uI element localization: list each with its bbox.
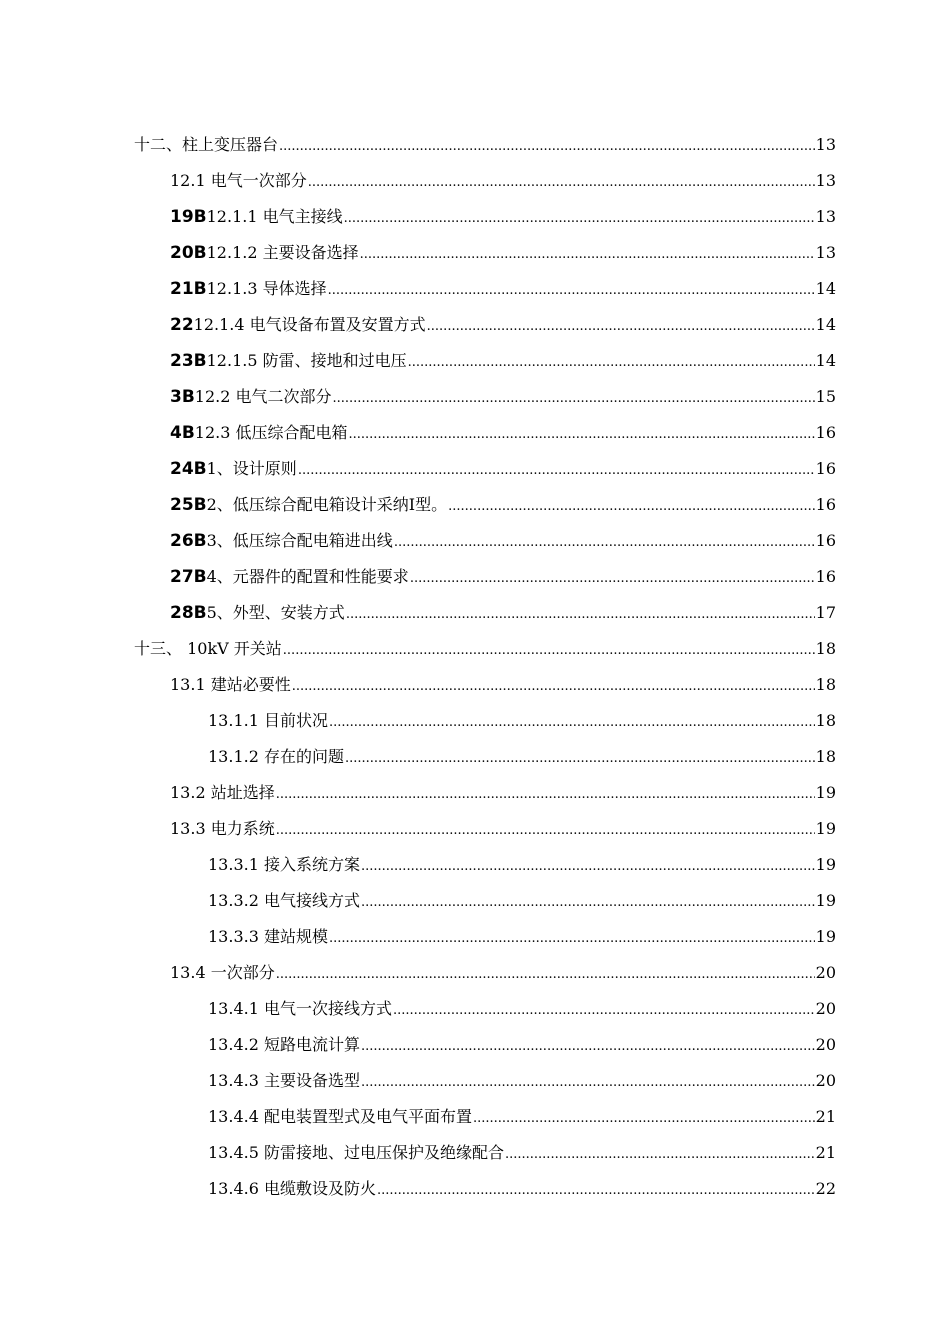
- toc-entry-label: 12.1.1 电气主接线: [206, 207, 343, 226]
- toc-entry[interactable]: [0, 955, 950, 991]
- toc-dot-leader: [276, 963, 815, 983]
- toc-entry[interactable]: [0, 703, 950, 739]
- toc-entry[interactable]: [0, 739, 950, 775]
- toc-page-number: 19: [815, 819, 836, 838]
- toc-entry[interactable]: [0, 667, 950, 703]
- toc-entry[interactable]: [0, 991, 950, 1027]
- toc-entry-label: 12.1.4 电气设备布置及安置方式: [193, 315, 426, 334]
- toc-entry-label: 12.1.3 导体选择: [206, 279, 327, 298]
- toc-entry-label: 13.3.2 电气接线方式: [208, 891, 360, 910]
- toc-dot-leader: [344, 207, 815, 227]
- toc-entry-title: [208, 927, 328, 947]
- toc-entry-label: 13.4.2 短路电流计算: [208, 1035, 360, 1054]
- toc-entry-bookmark-prefix: 26B: [170, 531, 207, 551]
- toc-entry-label: 13.4 一次部分: [170, 963, 275, 982]
- toc-page-number: 20: [815, 1071, 836, 1090]
- toc-page-number: 21: [815, 1107, 836, 1126]
- toc-entry[interactable]: [0, 559, 950, 595]
- toc-entry[interactable]: [0, 847, 950, 883]
- toc-dot-leader: [349, 423, 815, 443]
- toc-entry-label: 13.1.2 存在的问题: [208, 747, 344, 766]
- toc-entry-label: 13.3 电力系统: [170, 819, 275, 838]
- toc-entry-title: [208, 855, 360, 875]
- toc-entry-title: [170, 459, 297, 479]
- toc-entry[interactable]: [0, 919, 950, 955]
- toc-page-number: 14: [815, 351, 836, 370]
- toc-dot-leader: [377, 1179, 815, 1199]
- toc-entry[interactable]: [0, 451, 950, 487]
- toc-entry[interactable]: [0, 775, 950, 811]
- toc-entry-title: [134, 135, 278, 155]
- toc-entry[interactable]: [0, 343, 950, 379]
- toc-page-number: 18: [815, 675, 836, 694]
- toc-dot-leader: [394, 531, 815, 551]
- toc-entry[interactable]: [0, 379, 950, 415]
- toc-entry-title: [170, 675, 291, 695]
- toc-dot-leader: [292, 675, 815, 695]
- toc-page-number: 13: [815, 171, 836, 190]
- toc-dot-leader: [360, 243, 815, 263]
- toc-dot-leader: [505, 1143, 815, 1163]
- toc-page-number: 19: [815, 855, 836, 874]
- toc-entry-bookmark-prefix: 25B: [170, 495, 207, 515]
- toc-entry-label: 12.1 电气一次部分: [170, 171, 307, 190]
- toc-entry-label: 13.3.3 建站规模: [208, 927, 328, 946]
- toc-entry-label: 13.4.1 电气一次接线方式: [208, 999, 392, 1018]
- toc-entry-title: [170, 423, 348, 443]
- toc-entry-bookmark-prefix: 4B: [170, 423, 195, 443]
- toc-entry-label: 13.1 建站必要性: [170, 675, 291, 694]
- toc-entry-label: 1、设计原则: [206, 459, 297, 478]
- toc-page-number: 18: [815, 711, 836, 730]
- toc-page-number: 14: [815, 279, 836, 298]
- toc-dot-leader: [361, 1071, 815, 1091]
- toc-entry-label: 12.3 低压综合配电箱: [194, 423, 348, 442]
- toc-entry-label: 12.1.5 防雷、接地和过电压: [206, 351, 407, 370]
- toc-page-number: 22: [815, 1179, 836, 1198]
- toc-entry-title: [134, 639, 282, 659]
- toc-page-number: 20: [815, 1035, 836, 1054]
- toc-entry[interactable]: [0, 523, 950, 559]
- toc-entry-title: [208, 711, 328, 731]
- toc-entry-label: 2、低压综合配电箱设计采纳Ⅰ型。: [206, 495, 448, 514]
- toc-entry-bookmark-prefix: 24B: [170, 459, 207, 479]
- toc-dot-leader: [333, 387, 815, 407]
- toc-page-number: 19: [815, 891, 836, 910]
- toc-page-number: 19: [815, 927, 836, 946]
- toc-entry-title: [170, 567, 409, 587]
- toc-entry-title: [170, 495, 447, 515]
- toc-entry[interactable]: [0, 307, 950, 343]
- toc-entry-label: 13.2 站址选择: [170, 783, 275, 802]
- toc-entry-bookmark-prefix: 22: [170, 315, 194, 335]
- toc-entry[interactable]: [0, 631, 950, 667]
- toc-entry-title: [208, 1179, 376, 1199]
- toc-entry-label: 13.4.5 防雷接地、过电压保护及绝缘配合: [208, 1143, 504, 1162]
- toc-entry[interactable]: [0, 1171, 950, 1207]
- toc-entry[interactable]: [0, 1099, 950, 1135]
- toc-page-number: 16: [815, 531, 836, 550]
- toc-entry-title: [170, 783, 275, 803]
- toc-entry[interactable]: [0, 163, 950, 199]
- toc-page-number: 19: [815, 783, 836, 802]
- toc-entry[interactable]: [0, 1027, 950, 1063]
- toc-entry-label: 13.1.1 目前状况: [208, 711, 328, 730]
- toc-page-number: 13: [815, 135, 836, 154]
- toc-page-number: 13: [815, 243, 836, 262]
- toc-entry-label: 13.3.1 接入系统方案: [208, 855, 360, 874]
- toc-entry[interactable]: [0, 811, 950, 847]
- toc-entry[interactable]: [0, 271, 950, 307]
- toc-dot-leader: [276, 783, 815, 803]
- toc-entry[interactable]: [0, 883, 950, 919]
- toc-entry-bookmark-prefix: 20B: [170, 243, 207, 263]
- toc-entry-label: 13.4.6 电缆敷设及防火: [208, 1179, 376, 1198]
- toc-page-number: 18: [815, 639, 836, 658]
- toc-entry[interactable]: [0, 415, 950, 451]
- toc-page-number: 17: [815, 603, 836, 622]
- toc-entry-title: [170, 351, 407, 371]
- toc-entry-label: 12.1.2 主要设备选择: [206, 243, 359, 262]
- toc-entry[interactable]: [0, 127, 950, 163]
- toc-entry[interactable]: [0, 1135, 950, 1171]
- toc-dot-leader: [393, 999, 815, 1019]
- toc-entry-bookmark-prefix: 21B: [170, 279, 207, 299]
- toc-page-number: 13: [815, 207, 836, 226]
- toc-entry-title: [208, 1143, 504, 1163]
- toc-entry[interactable]: [0, 1063, 950, 1099]
- toc-entry-label: 5、外型、安装方式: [206, 603, 345, 622]
- toc-entry-title: [170, 171, 307, 191]
- toc-entry[interactable]: [0, 199, 950, 235]
- toc-dot-leader: [283, 639, 815, 659]
- toc-dot-leader: [345, 747, 815, 767]
- toc-dot-leader: [408, 351, 815, 371]
- toc-dot-leader: [410, 567, 815, 587]
- toc-entry-label: 十三、 10kV 开关站: [134, 639, 282, 658]
- toc-page-number: 16: [815, 459, 836, 478]
- toc-entry-bookmark-prefix: 23B: [170, 351, 207, 371]
- toc-entry-bookmark-prefix: 28B: [170, 603, 207, 623]
- toc-page-number: 18: [815, 747, 836, 766]
- toc-page-number: 16: [815, 495, 836, 514]
- toc-page-number: 16: [815, 423, 836, 442]
- toc-entry-label: 13.4.4 配电装置型式及电气平面布置: [208, 1107, 472, 1126]
- toc-entry[interactable]: [0, 595, 950, 631]
- toc-dot-leader: [427, 315, 815, 335]
- toc-dot-leader: [279, 135, 815, 155]
- toc-entry-title: [170, 819, 275, 839]
- toc-entry-label: 13.4.3 主要设备选型: [208, 1071, 360, 1090]
- toc-page-number: 20: [815, 999, 836, 1018]
- toc-dot-leader: [329, 711, 815, 731]
- toc-entry-label: 12.2 电气二次部分: [194, 387, 332, 406]
- toc-entry-label: 3、低压综合配电箱进出线: [206, 531, 393, 550]
- toc-entry[interactable]: [0, 487, 950, 523]
- toc-page-number: 20: [815, 963, 836, 982]
- toc-dot-leader: [308, 171, 815, 191]
- toc-dot-leader: [361, 855, 815, 875]
- toc-dot-leader: [329, 927, 815, 947]
- toc-entry-title: [170, 531, 393, 551]
- toc-entry-title: [208, 1035, 360, 1055]
- toc-dot-leader: [448, 495, 815, 515]
- toc-entry-title: [170, 963, 275, 983]
- toc-entry-bookmark-prefix: 19B: [170, 207, 207, 227]
- toc-entry-title: [170, 279, 327, 299]
- toc-entry-title: [208, 1071, 360, 1091]
- toc-dot-leader: [473, 1107, 815, 1127]
- toc-entry-title: [170, 387, 332, 407]
- toc-entry-title: [170, 243, 359, 263]
- table-of-contents: [0, 127, 950, 1207]
- toc-entry-title: [170, 603, 345, 623]
- toc-page-number: 14: [815, 315, 836, 334]
- toc-dot-leader: [298, 459, 815, 479]
- toc-page-number: 15: [815, 387, 836, 406]
- toc-page-number: 21: [815, 1143, 836, 1162]
- toc-entry-title: [208, 1107, 472, 1127]
- toc-dot-leader: [346, 603, 815, 623]
- toc-entry-title: [208, 891, 360, 911]
- toc-entry-title: [208, 999, 392, 1019]
- toc-entry-bookmark-prefix: 3B: [170, 387, 195, 407]
- toc-dot-leader: [361, 891, 815, 911]
- toc-dot-leader: [328, 279, 815, 299]
- toc-entry[interactable]: [0, 235, 950, 271]
- toc-dot-leader: [361, 1035, 815, 1055]
- toc-entry-label: 十二、柱上变压器台: [134, 135, 279, 154]
- toc-entry-title: [208, 747, 344, 767]
- toc-entry-label: 4、元器件的配置和性能要求: [206, 567, 409, 586]
- toc-entry-bookmark-prefix: 27B: [170, 567, 207, 587]
- toc-dot-leader: [276, 819, 815, 839]
- toc-entry-title: [170, 315, 426, 335]
- toc-page-number: 16: [815, 567, 836, 586]
- toc-entry-title: [170, 207, 343, 227]
